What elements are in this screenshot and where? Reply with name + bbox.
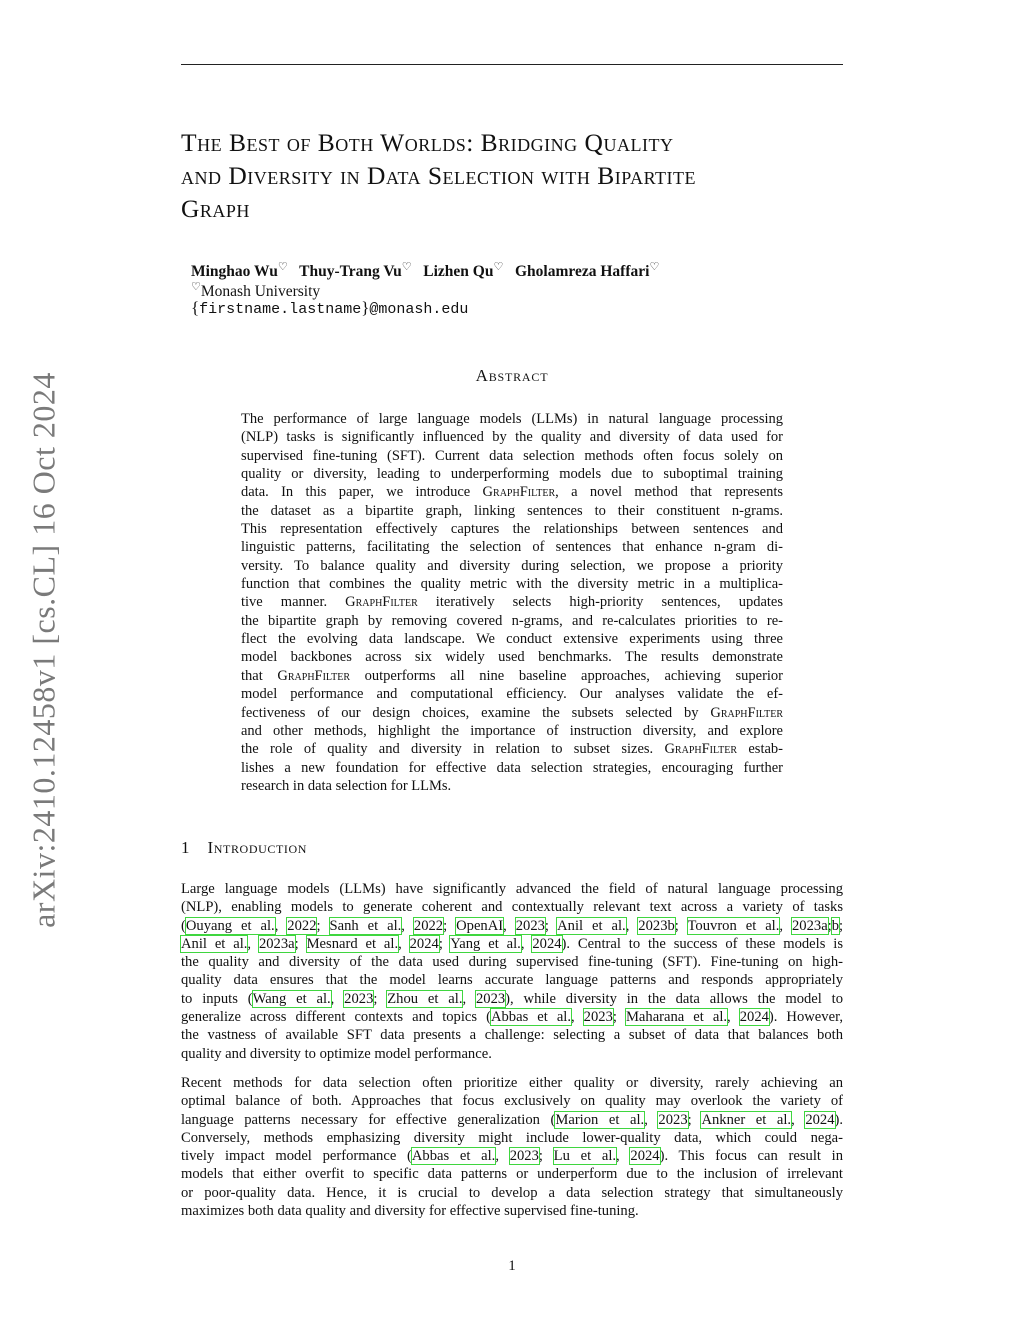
text-line: or poor-quality data. Hence, it is crucial to develop a data selection strategy that simultaneously [181,1184,843,1201]
text-run: tively impact model performance ( [181,1148,412,1165]
author-email[interactable] [191,298,468,318]
text-line: the bipartite graph by removing covered n-grams, and re-calculates priorities to re- [241,612,783,629]
citation-link[interactable]: Abbas et al. [411,1148,496,1165]
text-line: maximizes both data quality and diversity for effective supervised fine-tuning. [181,1203,639,1220]
citation-link[interactable]: 2023a [258,935,295,952]
text-run: , [779,917,792,934]
text-run: generalize across different contexts and topics ( [181,1009,491,1026]
text-line: the dataset as a bipartite graph, linking sentences to their constituent n-grams. [241,502,783,519]
text-line [241,704,783,722]
text-run: fectiveness of our design choices, examine the subsets selected by [241,704,711,721]
text-run: ; [674,917,688,934]
citation-link[interactable]: Marion et al. [555,1111,645,1128]
text-line [241,483,783,501]
text-run: , [727,1009,740,1026]
citation-link[interactable]: Anil et al. [557,917,626,934]
text-line [241,593,783,611]
text-run: estab- [737,741,783,758]
text-line: models that either overfit to specific data patterns or underperform due to the inclusion of irrelevant [181,1166,843,1183]
title-line: and Diversity in Data Selection with Bipartite [181,161,697,190]
citation-link[interactable]: 2023a [792,917,828,934]
text-line: (NLP), enabling models to generate coherent and contextually relevant text across a variety of tasks [181,899,843,916]
text-run: ; [612,1009,626,1026]
citation-link[interactable]: 2023 [509,1148,539,1165]
text-line: quality data ensures that the model learns accurate language patterns and responds appropriately [181,972,843,989]
text-line [181,990,843,1008]
text-run: ), while diversity in the data allows the model to [505,990,844,1007]
text-run: , [520,935,533,952]
text-line: Recent methods for data selection often prioritize either quality or diversity, rarely achieving an [181,1075,843,1091]
citation-link[interactable]: 2022 [413,917,444,934]
top-rule [181,64,843,65]
citation-link[interactable]: Yang et al. [450,935,521,952]
text-line: Large language models (LLMs) have significantly advanced the field of natural language processing [181,881,843,897]
citation-link[interactable]: 2023 [583,1009,613,1026]
arxiv-stamp [0,0,62,928]
text-line: flect the evolving data landscape. We conduct extensive experiments using three [241,631,783,648]
citation-link[interactable]: 2024 [805,1111,835,1128]
text-line: the vastness of available SFT data presents a challenge: selecting a subset of data that balances both [181,1027,843,1044]
citation-link[interactable]: Ouyang et al. [185,917,275,934]
text-line [241,667,783,685]
abstract-body [241,410,783,795]
email-domain: @monash.edu [369,301,469,318]
text-line [181,935,843,953]
citation-link[interactable]: Ankner et al. [701,1111,792,1128]
text-line: versity. To balance quality and diversity during selection, we propose a priority [241,557,783,574]
text-run: , [401,917,414,934]
title-line: The Best of Both Worlds: Bridging Quality [181,128,674,157]
text-run: iteratively selects high-priority sentences, updates [417,594,783,611]
citation-link[interactable]: 2023b [638,917,675,934]
author-name: Lizhen Qu [423,263,494,281]
text-line [181,1008,843,1026]
author-name: Minghao Wu [191,263,278,281]
citation-link[interactable]: 2024 [739,1009,769,1026]
text-run: , [398,935,410,952]
text-run: language patterns necessary for effective generalization ( [181,1111,556,1128]
method-name: GraphFilter [345,594,418,611]
text-line: lishes a new foundation for effective data selection strategies, encouraging further [241,759,783,776]
author-name: Gholamreza Haffari [514,263,650,281]
text-run: , [791,1111,806,1128]
intro-paragraph-1 [181,880,843,1063]
text-run: ). This focus can result in [659,1148,843,1165]
citation-link[interactable]: 2023 [344,990,374,1007]
text-line [181,917,843,935]
text-run: ). Central to the success of these models is [561,935,843,952]
text-line [181,1111,843,1129]
text-run: outperforms all nine baseline approaches, achieving superior [350,667,783,684]
text-run: , [625,917,639,934]
text-line [241,740,783,758]
citation-link[interactable]: Mesnard et al. [306,935,399,952]
text-run: tive manner. [241,594,346,611]
text-run: , [503,917,516,934]
author-list [191,260,659,281]
text-run: ; [294,935,307,952]
citation-link[interactable]: 2023 [515,917,545,934]
text-line: the quality and diversity of the data used during supervised fine-tuning (SFT). Fine-tuning on high- [181,954,843,971]
author-name: Thuy-Trang Vu [299,263,402,281]
text-run: , [330,990,345,1007]
citation-link[interactable]: 2024 [532,935,562,952]
text-line: Conversely, methods emphasizing diversity might include lower-quality data, which could nega- [181,1129,843,1146]
text-run: the role of quality and diversity in relation to subset sizes. [241,741,665,758]
citation-link[interactable]: Abbas et al. [490,1009,571,1026]
affiliation-mark: ♡ [649,261,660,273]
citation-link[interactable]: Zhou et al. [387,990,463,1007]
text-run: , a novel method that represents [555,484,783,501]
text-run: ; [544,917,558,934]
citation-link[interactable]: Touvron et al. [687,917,780,934]
arxiv-id[interactable]: arXiv:2410.12458v1 [cs.CL] 16 Oct 2024 [25,372,62,928]
email-close-brace: } [361,298,370,317]
text-run: , [616,1148,631,1165]
text-line: function that combines the quality metric with the diversity metric in a multiplica- [241,576,783,593]
text-line: model performance and computational efficiency. Our analyses validate the ef- [241,686,783,703]
citation-link[interactable]: 2022 [287,917,317,934]
citation-link[interactable]: Sanh et al. [329,917,402,934]
text-run: ( [181,917,186,934]
text-line [181,1147,843,1165]
text-run: , [571,1009,584,1026]
citation-link[interactable]: OpenAI [456,917,504,934]
affiliation-mark: ♡ [191,281,201,293]
text-line: model backbones across six widely used benchmarks. The results demonstrate [241,649,783,666]
affiliation-mark: ♡ [401,261,412,273]
email-body: firstname.lastname [199,301,362,318]
text-run: ; [839,917,844,934]
text-line: linguistic patterns, facilitating the selection of sentences that enhance n-gram di- [241,539,783,556]
text-run: , [495,1148,510,1165]
citation-link[interactable]: Lu et al. [553,1148,617,1165]
text-line: quality and diversity to optimize model performance. [181,1045,492,1062]
text-run: ; [538,1148,554,1165]
citation-link[interactable]: 2023 [475,990,506,1007]
text-run: ; [438,935,451,952]
text-run: that [241,667,278,684]
text-line: research in data selection for LLMs. [241,777,452,794]
title-line: Graph [181,194,250,223]
citation-link[interactable]: 2023 [658,1111,688,1128]
text-run: , [644,1111,659,1128]
method-name: GraphFilter [664,741,738,758]
citation-link[interactable]: Maharana et al. [625,1009,728,1026]
citation-link[interactable]: Anil et al. [181,935,248,952]
method-name: GraphFilter [482,484,556,501]
text-run: ; [373,990,388,1007]
citation-link[interactable]: b [831,917,840,934]
citation-link[interactable]: 2024 [630,1148,660,1165]
text-line: supervised fine-tuning (SFT). Current data selection methods often focus solely on [241,447,783,464]
text-line: and other methods, highlight the importance of instruction diversity, and explore [241,722,783,739]
text-line: optimal balance of both. Approaches that focus exclusively on quality may overlook the variety of [181,1093,843,1110]
text-run: ; [443,917,457,934]
citation-link[interactable]: 2024 [409,935,439,952]
text-line: quality or diversity, leading to underperforming models due to suboptimal training [241,466,783,483]
text-run: , [274,917,288,934]
section-title: Introduction [207,838,308,857]
text-line: The performance of large language models (LLMs) in natural language processing [241,411,783,427]
affiliation-mark: ♡ [277,261,288,273]
text-run: ). However, [768,1009,843,1026]
text-line: This representation effectively captures the relationships between sentences and [241,521,783,538]
text-run: , [462,990,476,1007]
text-run: ; [316,917,330,934]
method-name: GraphFilter [710,704,783,721]
text-run: ; [827,917,832,934]
abstract-heading: Abstract [475,366,549,385]
text-run: ; [687,1111,702,1128]
method-name: GraphFilter [277,667,351,684]
paper-title [181,126,845,225]
affiliation-mark: ♡ [493,261,504,273]
text-run: data. In this paper, we introduce [241,484,483,501]
text-run: ). [834,1111,844,1128]
affiliation-name: Monash University [200,283,321,301]
section-number: 1 [181,838,190,857]
text-run: , [247,935,259,952]
text-line: (NLP) tasks is significantly influenced by the quality and diversity of data used for [241,429,783,446]
section-heading [181,838,307,858]
email-open-brace: { [191,298,200,317]
page-number: 1 [508,1258,516,1274]
citation-link[interactable]: Wang et al. [252,990,331,1007]
text-run: to inputs ( [181,990,253,1007]
intro-paragraph-2 [181,1074,843,1220]
